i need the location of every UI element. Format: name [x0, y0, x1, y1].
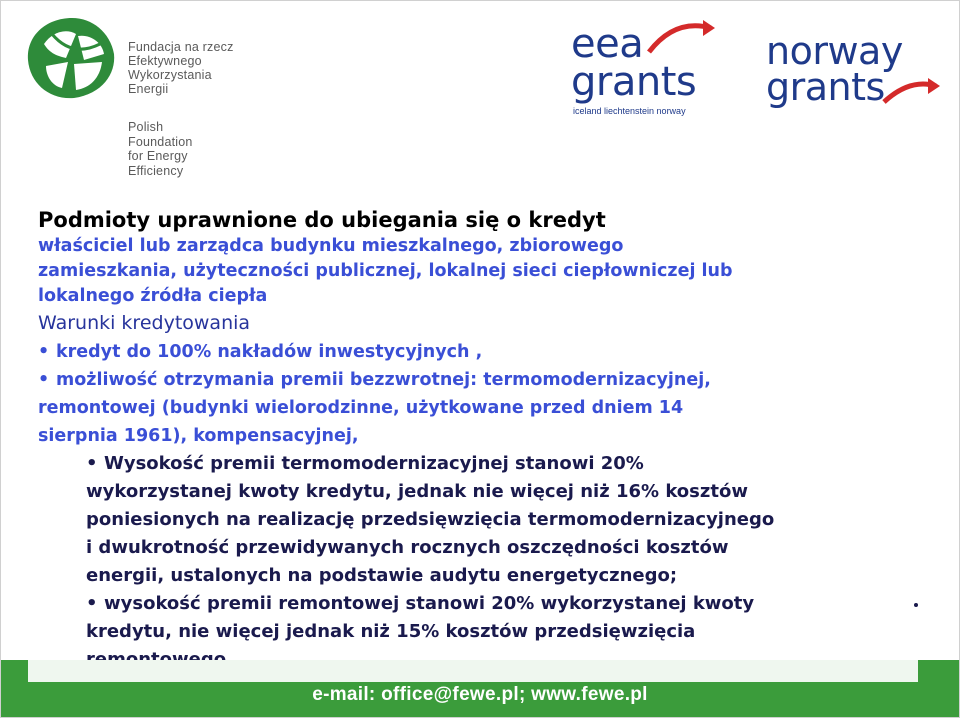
norway-logo-word: norway: [766, 29, 903, 73]
footer-contact[interactable]: e-mail: office@fewe.pl; www.fewe.pl: [312, 684, 648, 705]
sub-bullet-continuation: energii, ustalonych na podstawie audytu energetycznego;: [86, 565, 678, 586]
bullet-marker: •: [86, 453, 98, 474]
norway-arrow-icon: [882, 72, 944, 112]
eligible-line: zamieszkania, użyteczności publicznej, lokalnej sieci ciepłowniczej lub: [38, 261, 733, 281]
sub-bullet-item: [86, 450, 918, 478]
fewe-name-pl-line: Wykorzystania: [128, 68, 212, 82]
fewe-name-en-line: Foundation: [128, 134, 193, 149]
sub-bullet-continuation: i dwukrotność przewidywanych rocznych oszczędności kosztów: [86, 537, 729, 558]
eea-logo-tagline: iceland liechtenstein norway: [573, 106, 686, 116]
fewe-name-polish: [128, 40, 278, 96]
bullet-marker: •: [38, 342, 50, 362]
eligible-line: lokalnego źródła ciepła: [38, 286, 268, 306]
sub-bullet-text: Wysokość premii termomodernizacyjnej stanowi 20%: [104, 453, 644, 474]
sub-bullets: [86, 450, 918, 674]
bullet-marker: •: [86, 593, 98, 614]
norway-logo-word: grants: [766, 65, 885, 109]
eea-logo-word: eea: [571, 21, 644, 67]
norway-grants-logo: [762, 26, 952, 116]
eea-logo-word: grants: [571, 59, 697, 105]
bullet-marker: •: [38, 370, 50, 390]
fewe-name-en-line: Polish: [128, 120, 164, 134]
slide-content: [38, 206, 918, 674]
sub-bullet-continuation: wykorzystanej kwoty kredytu, jednak nie więcej niż 16% kosztów: [86, 481, 748, 502]
fewe-name-pl-line: Fundacja na rzecz: [128, 40, 234, 54]
bullet-item: [38, 338, 918, 366]
main-bullets: [38, 338, 918, 450]
bullet-item: [38, 366, 918, 394]
bullet-text: możliwość otrzymania premii bezzwrotnej: termomodernizacyjnej,: [56, 370, 711, 390]
sub-bullet-text: wysokość premii remontowej stanowi 20% wykorzystanej kwoty: [104, 593, 755, 614]
bullet-continuation: remontowej (budynki wielorodzinne, użytkowane przed dniem 14: [38, 398, 684, 418]
fewe-name-pl-line: Energii: [128, 82, 169, 96]
stray-dot: [914, 603, 918, 607]
eligible-entities-text: [38, 234, 918, 309]
slide-heading: Podmioty uprawnione do ubiegania się o kredyt: [38, 208, 606, 232]
bullet-text: kredyt do 100% nakładów inwestycyjnych ,: [56, 342, 483, 362]
fewe-name-en-line: Efficiency: [128, 163, 184, 178]
fewe-name-en-line: for Energy: [128, 149, 188, 163]
eea-grants-logo: [565, 18, 725, 118]
eligible-line: właściciel lub zarządca budynku mieszkalnego, zbiorowego: [38, 236, 624, 256]
fewe-name-pl-line: Efektywnego: [128, 54, 202, 68]
fewe-name-english: [128, 120, 278, 178]
sub-bullet-continuation: poniesionych na realizację przedsięwzięcia termomodernizacyjnego: [86, 509, 775, 530]
sub-bullet-item: [86, 590, 918, 618]
bullet-continuation: sierpnia 1961), kompensacyjnej,: [38, 426, 359, 446]
fewe-leaf-logo-icon: [22, 14, 122, 102]
eea-arrow-icon: [645, 18, 717, 58]
footer-fade-strip: [28, 660, 918, 682]
sub-bullet-continuation: kredytu, nie więcej jednak niż 15% kosztów przedsięwzięcia: [86, 621, 696, 642]
conditions-heading: Warunki kredytowania: [38, 312, 251, 334]
